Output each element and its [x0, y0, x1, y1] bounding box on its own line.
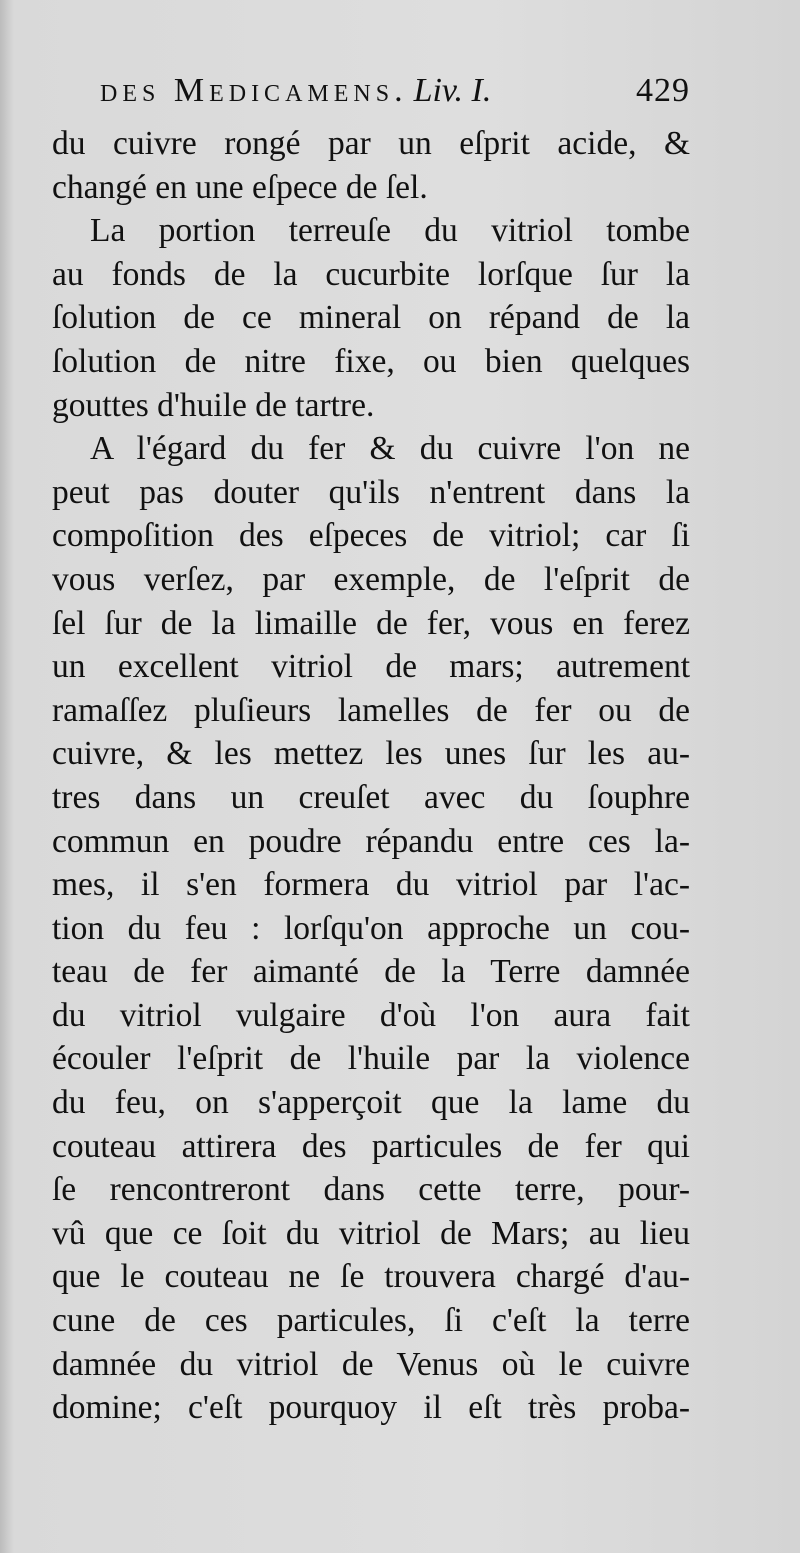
- running-title: des Medicamens.: [100, 72, 408, 109]
- text-line: commun en poudre répandu entre ces la-: [52, 822, 690, 860]
- text-line: du cuivre rongé par un eſprit acide, &: [52, 125, 690, 162]
- page-number: 429: [636, 72, 690, 109]
- text-line: La portion terreuſe du vitriol tombe: [90, 212, 690, 250]
- text-line: damnée du vitriol de Venus où le cuivre: [52, 1345, 690, 1383]
- book-reference: Liv. I.: [413, 72, 492, 109]
- text-line: vû que ce ſoit du vitriol de Mars; au lieu: [52, 1214, 690, 1252]
- text-line: teau de fer aimanté de la Terre damnée: [52, 953, 690, 991]
- page-header: [100, 72, 690, 116]
- text-line: domine; c'eſt pourquoy il eſt très proba-: [52, 1389, 690, 1427]
- text-line: ſolution de ce mineral on répand de la: [52, 299, 690, 337]
- text-line: peut pas douter qu'ils n'entrent dans la: [52, 473, 690, 511]
- text-line: ſe rencontreront dans cette terre, pour-: [52, 1171, 690, 1209]
- text-line: couteau attirera des particules de fer qui: [52, 1127, 690, 1165]
- text-line: vous verſez, par exemple, de l'eſprit de: [52, 560, 690, 598]
- text-line: du vitriol vulgaire d'où l'on aura fait: [52, 996, 690, 1034]
- text-line: tres dans un creuſet avec du ſouphre: [52, 778, 690, 816]
- text-line: tion du feu : lorſqu'on approche un cou-: [52, 909, 690, 947]
- text-line: écouler l'eſprit de l'huile par la violence: [52, 1040, 690, 1078]
- text-line: ſel ſur de la limaille de fer, vous en ferez: [52, 604, 690, 642]
- text-line: mes, il s'en formera du vitriol par l'ac-: [52, 866, 690, 904]
- text-line: ramaſſez pluſieurs lamelles de fer ou de: [52, 691, 690, 729]
- text-line: cuivre, & les mettez les unes ſur les au-: [52, 735, 690, 773]
- body-text: [52, 122, 690, 1430]
- text-line: ſolution de nitre fixe, ou bien quelques: [52, 342, 690, 380]
- text-line: compoſition des eſpeces de vitriol; car ſi: [52, 517, 690, 555]
- text-line: que le couteau ne ſe trouvera chargé d'au-: [52, 1258, 690, 1296]
- text-line: un excellent vitriol de mars; autrement: [52, 648, 690, 686]
- text-line: gouttes d'huile de tartre.: [52, 386, 375, 424]
- text-line: au fonds de la cucurbite lorſque ſur la: [52, 255, 690, 293]
- text-line: A l'égard du fer & du cuivre l'on ne: [90, 430, 690, 468]
- text-line: changé en une eſpece de ſel.: [52, 168, 428, 206]
- running-title-block: [100, 72, 491, 110]
- text-line: cune de ces particules, ſi c'eſt la terre: [52, 1302, 690, 1340]
- text-line: du feu, on s'apperçoit que la lame du: [52, 1084, 690, 1122]
